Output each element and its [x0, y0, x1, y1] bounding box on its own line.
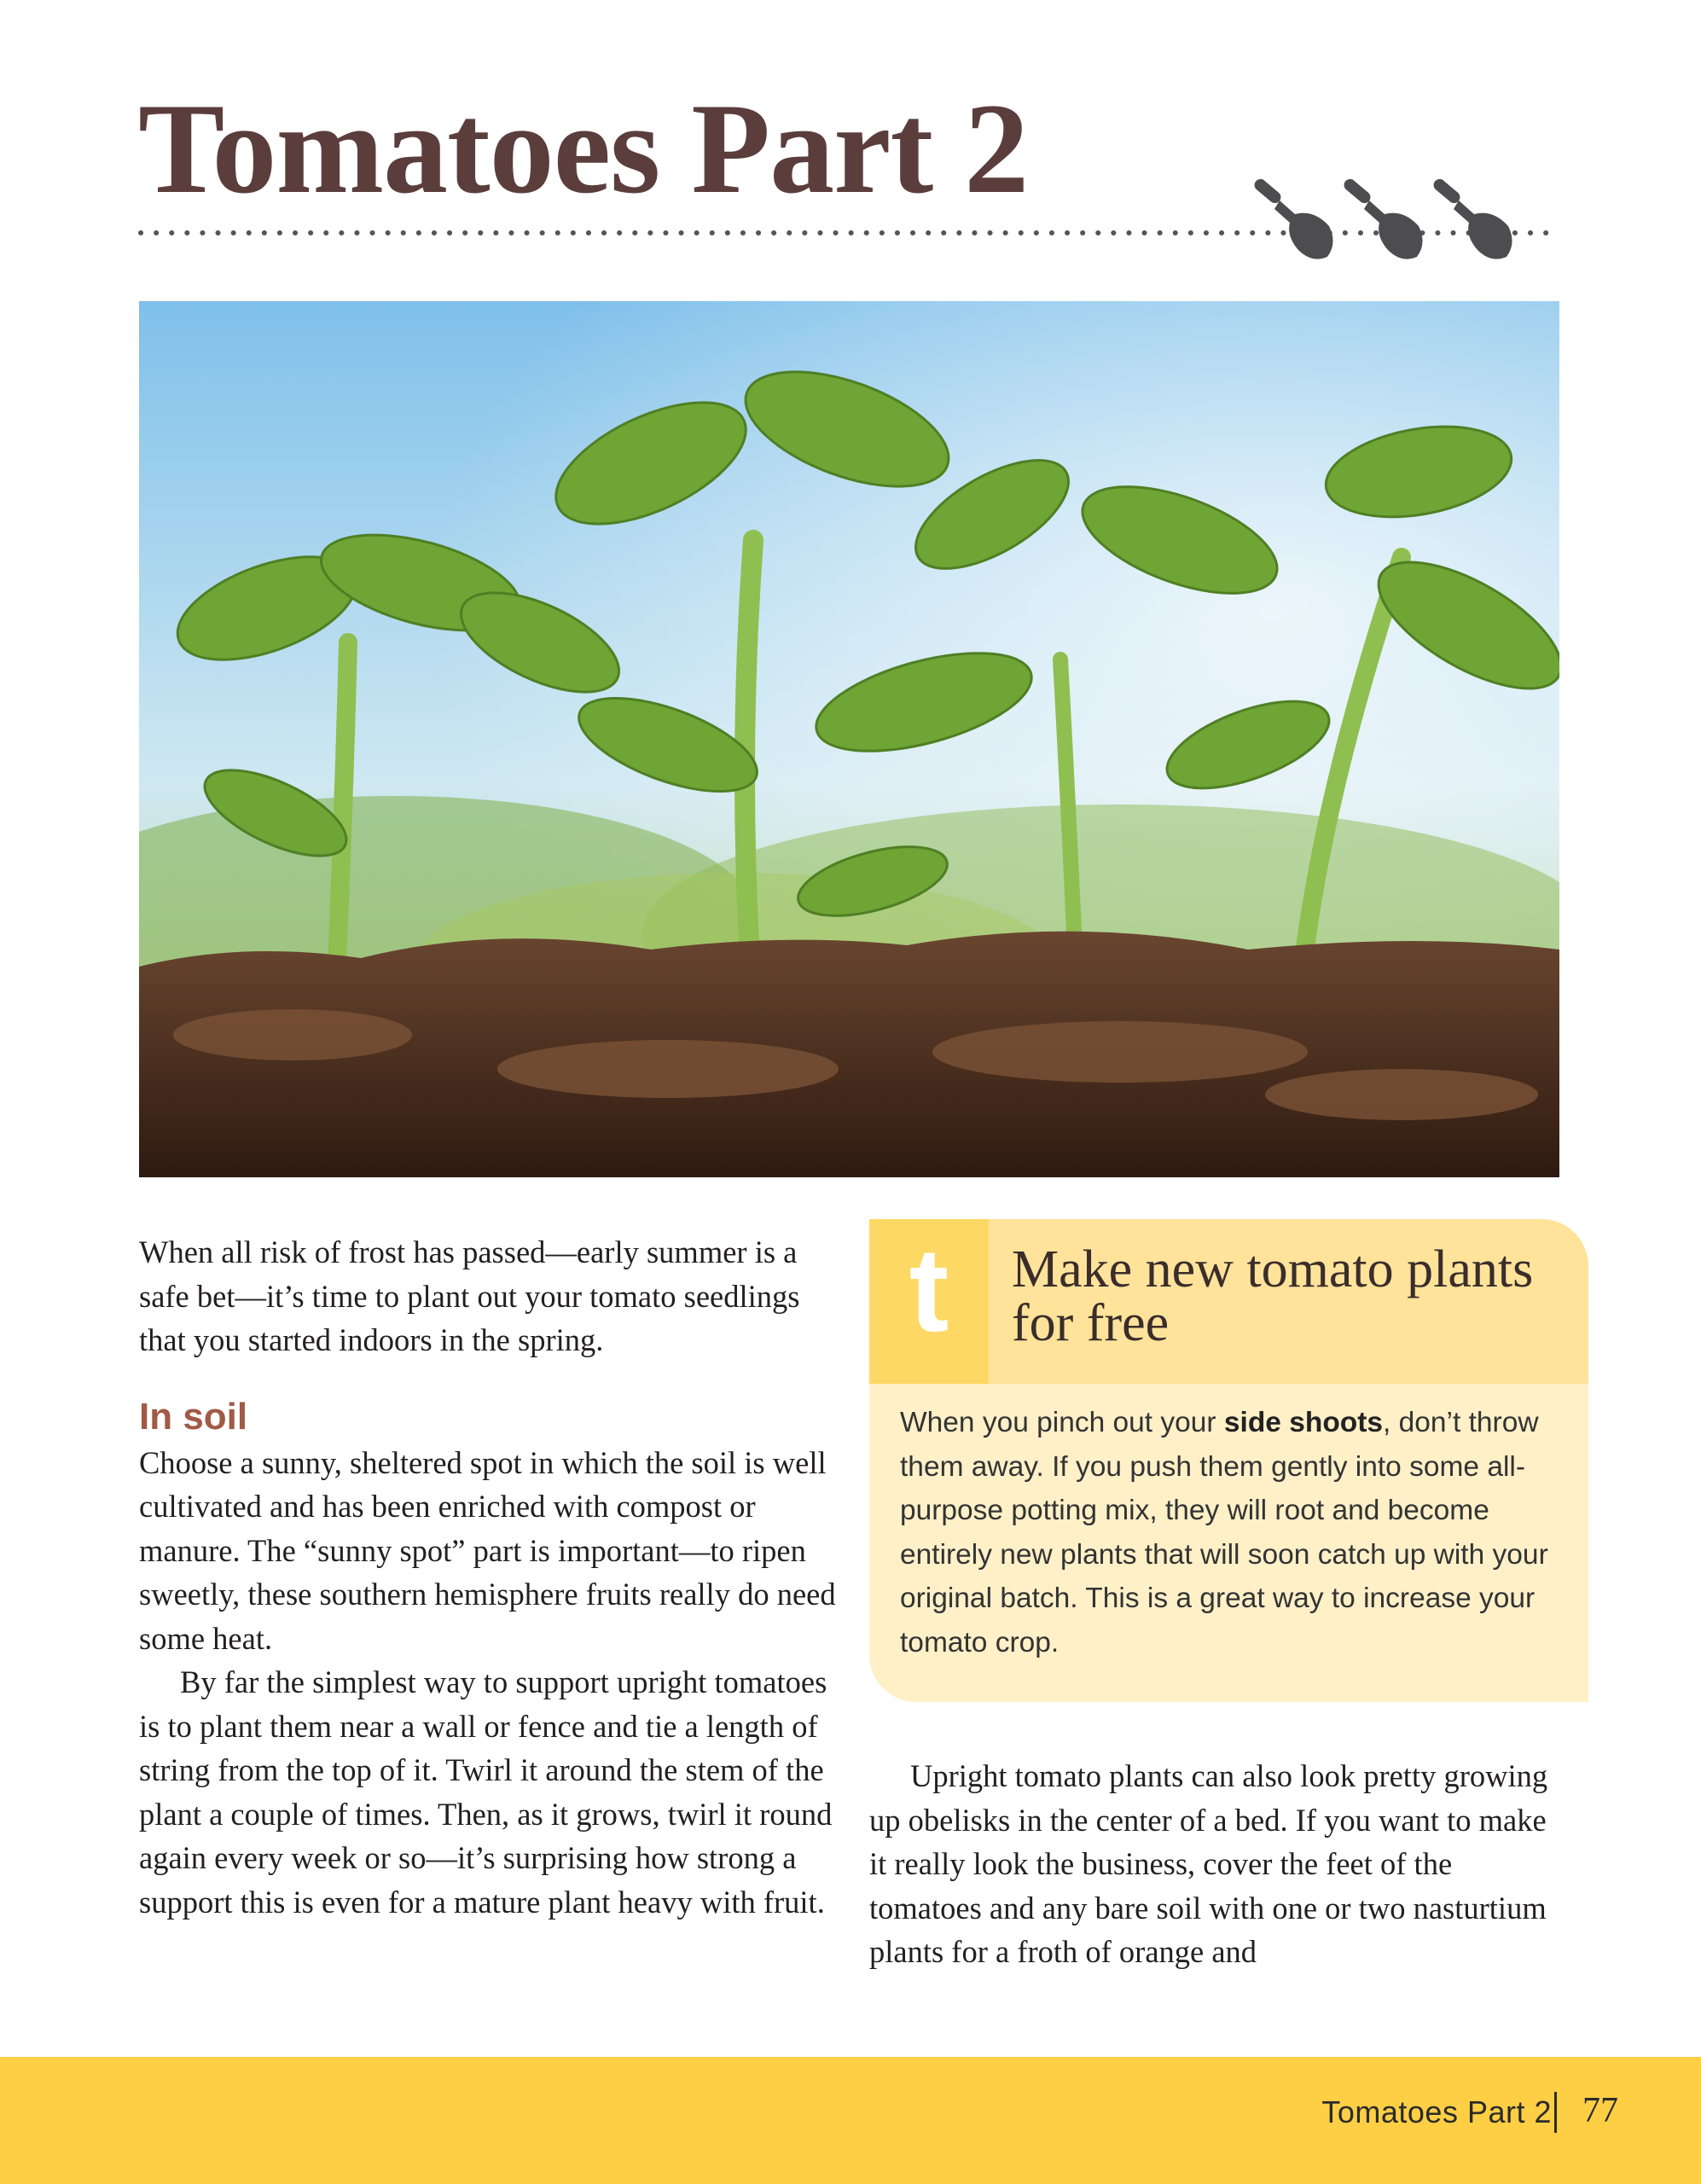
tip-body: [900, 1401, 1565, 1664]
tip-body-text: , don’t throw them away. If you push them gently into some all-purpose potting mix, they will root and become entirely new plants that will soon catch up with your original batch. This is a great way to increase your tomato crop.: [900, 1407, 1548, 1658]
page-footer: [0, 2057, 1701, 2184]
tomato-seedlings-photo: [139, 301, 1559, 1177]
page-title: Tomatoes Part 2: [138, 77, 1029, 220]
trowel-icons: [1245, 175, 1527, 277]
footer-divider: [1554, 2092, 1557, 2133]
running-title: Tomatoes Part 2: [1321, 2094, 1552, 2129]
tip-letter-badge: [869, 1219, 989, 1384]
page-number: 77: [1582, 2091, 1618, 2130]
right-column: [869, 1754, 1560, 1974]
tip-letter: t: [909, 1223, 949, 1356]
tip-title: Make new tomato plants for free: [1012, 1240, 1534, 1352]
body-paragraph: Choose a sunny, sheltered spot in which the soil is well cultivated and has been enriched with compost or manure. The “sunny spot” part is important—to ripen sweetly, these southern hemisphere fruits really do need some heat.: [139, 1444, 836, 1656]
intro-paragraph: When all risk of frost has passed—early summer is a safe bet—it’s time to plant out your tomato seedlings that you started indoors in the spring.: [139, 1234, 800, 1357]
left-column: [139, 1230, 839, 1924]
trowel-icon: [1431, 177, 1512, 259]
section-heading-in-soil: In soil: [139, 1395, 248, 1438]
tip-box: [869, 1219, 1588, 1702]
trowel-icon: [1252, 177, 1333, 259]
body-paragraph: By far the simplest way to support upright tomatoes is to plant them near a wall or fence and tie a length of string from the top of it. Twirl it around the stem of the plant a couple of times. Then, as it grows, twirl it round again every week or so—it’s surprising how strong a support this is even for a mature plant heavy with fruit.: [139, 1664, 833, 1920]
body-paragraph: Upright tomato plants can also look pretty growing up obelisks in the center of a bed. If you want to make it really look the business, cover the feet of the tomatoes and any bare soil with one or two nasturtium plants for a froth of orange and: [869, 1758, 1548, 1969]
trowel-icon: [1342, 177, 1423, 259]
tip-body-text: When you pinch out your: [900, 1407, 1224, 1438]
tip-body-emphasis: side shoots: [1223, 1407, 1384, 1438]
